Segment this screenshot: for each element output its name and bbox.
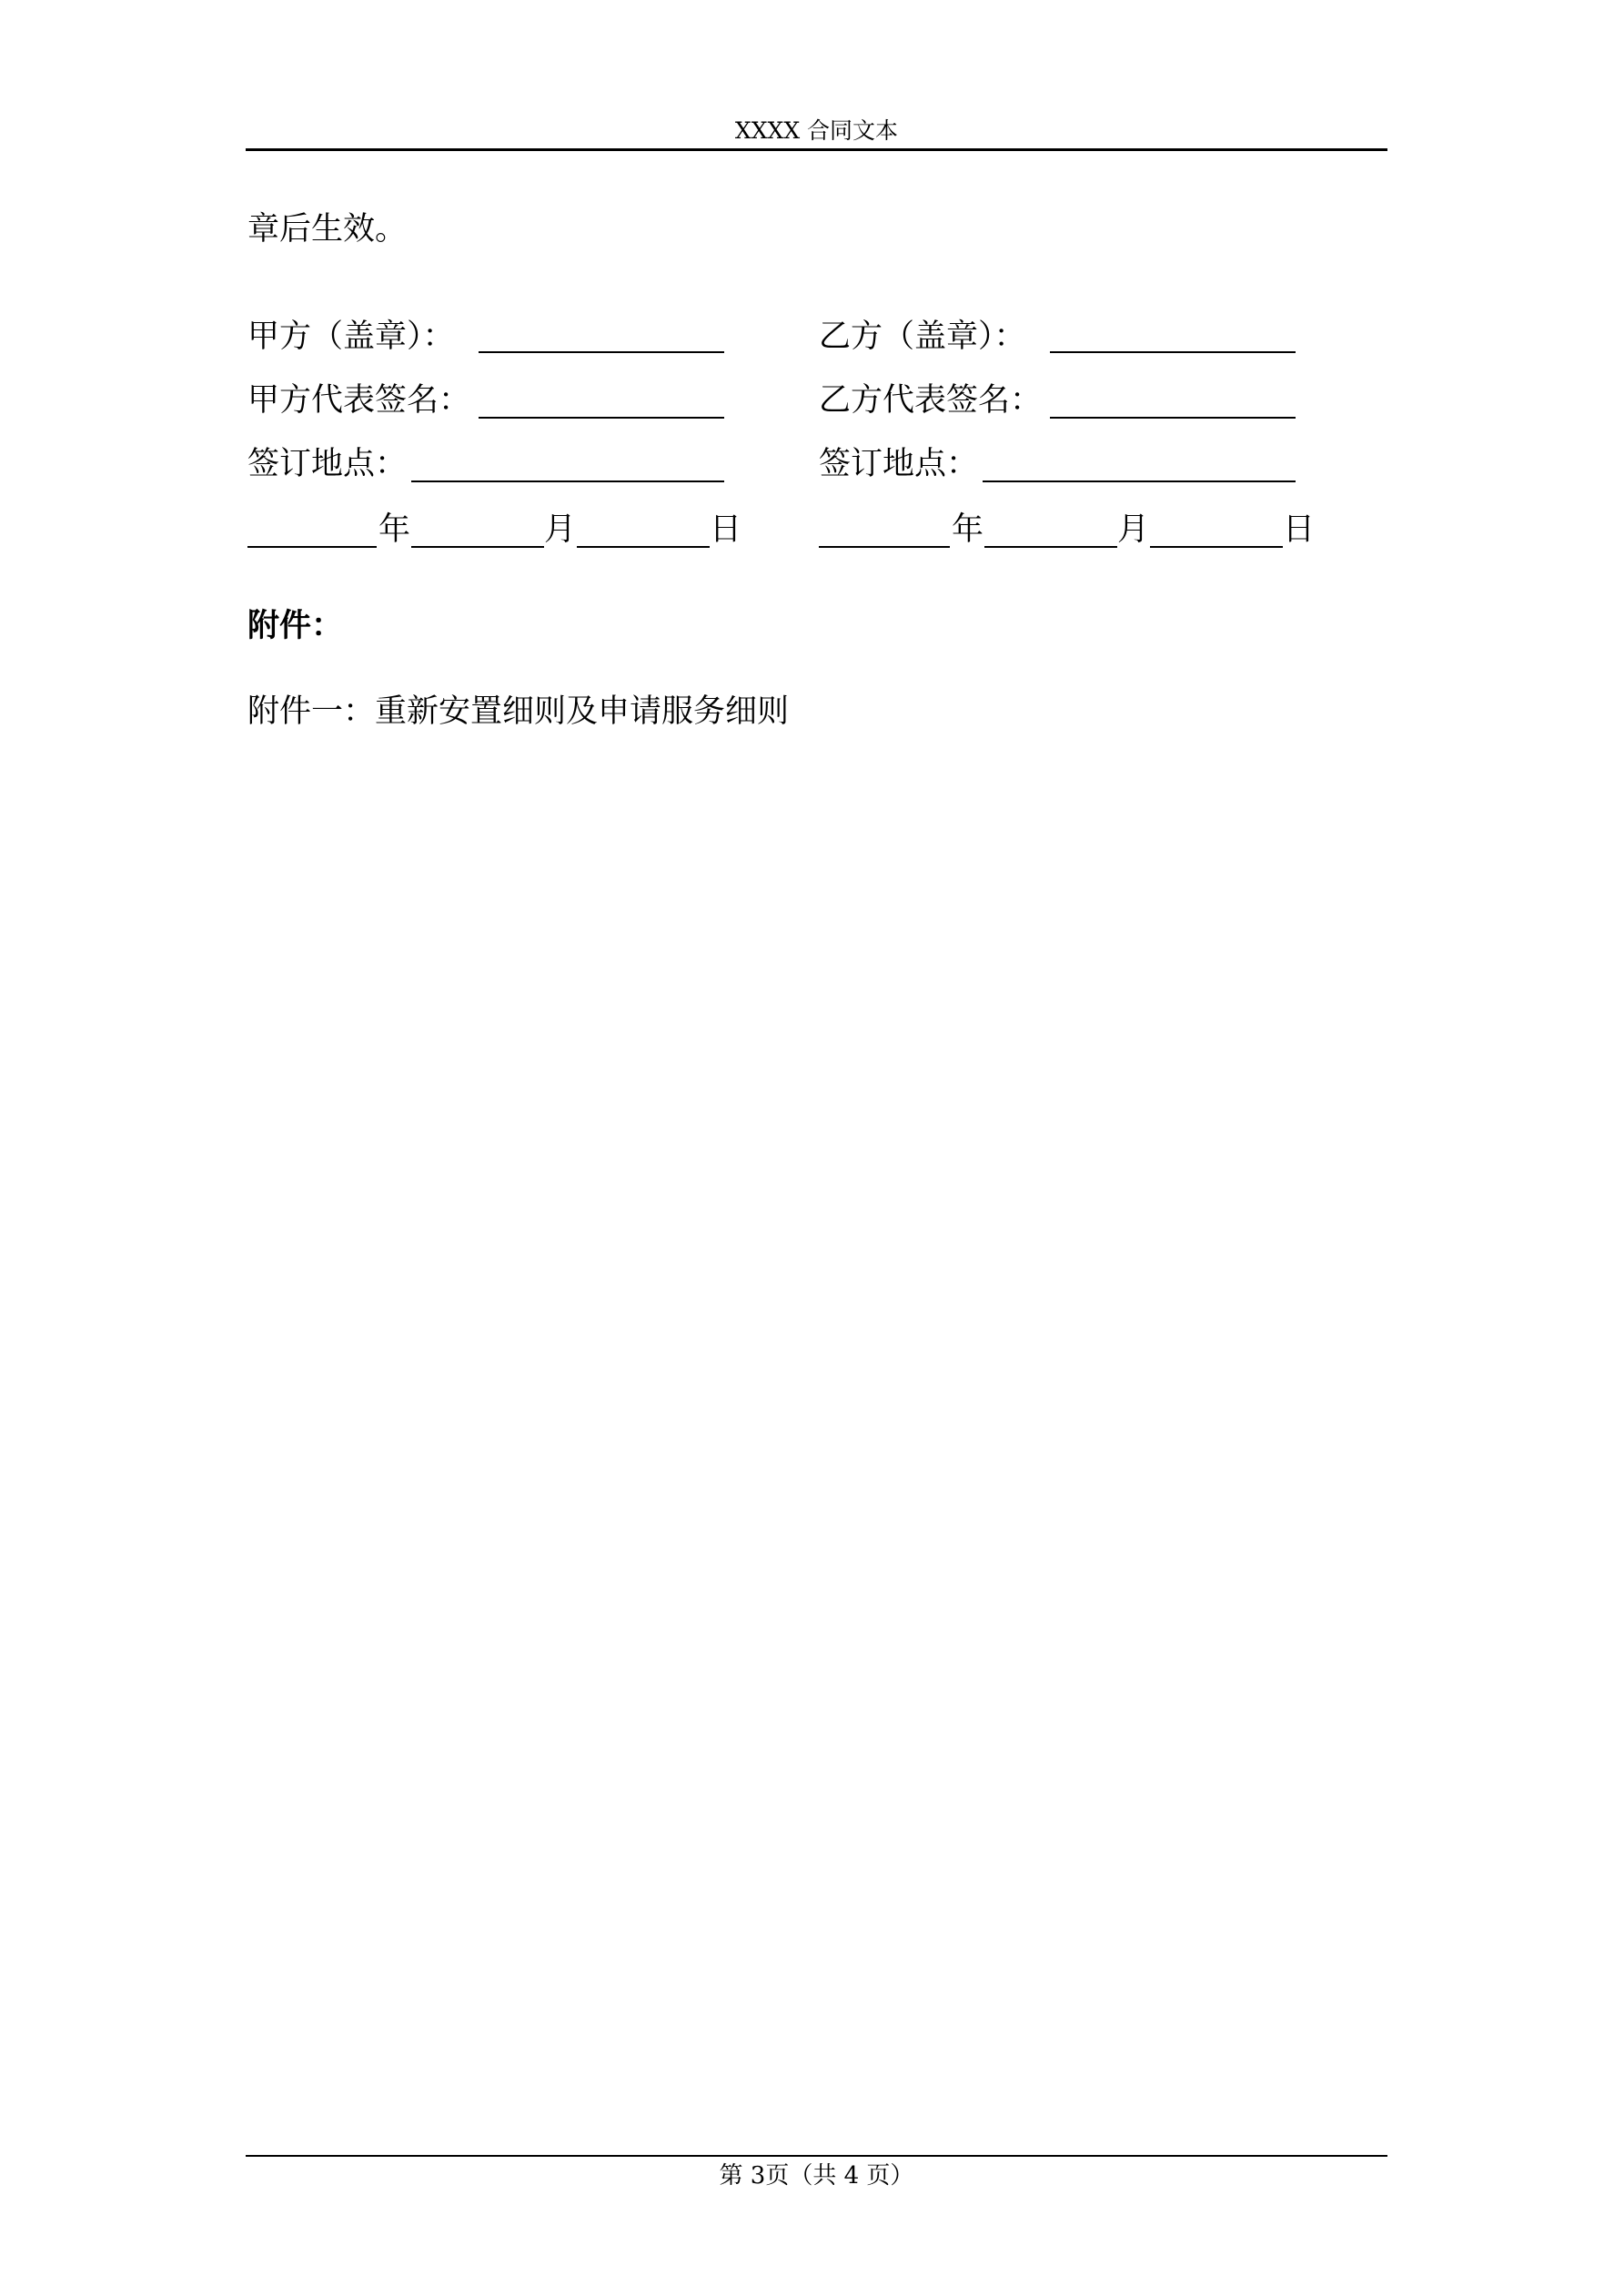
party-b-seal-label: 乙方（盖章）： [819, 319, 1026, 355]
party-a-rep-label: 甲方代表签名： [247, 382, 471, 419]
party-a-day-blank[interactable] [577, 546, 710, 548]
party-a-year-blank[interactable] [247, 546, 377, 548]
party-a-rep-blank[interactable] [479, 417, 724, 419]
attachments-heading: 附件： [247, 607, 344, 644]
page-number: 第 3页（共 4 页） [719, 2162, 914, 2190]
party-a-seal-blank[interactable] [479, 351, 724, 353]
party-a-month-blank[interactable] [411, 546, 544, 548]
header-divider [246, 148, 1387, 151]
party-a-place-blank[interactable] [411, 480, 724, 482]
party-b-month-label: 月 [1117, 511, 1150, 548]
party-b-place-blank[interactable] [983, 480, 1296, 482]
party-a-day-label: 日 [710, 511, 742, 548]
party-b-year-blank[interactable] [819, 546, 950, 548]
continuation-text: 章后生效。 [247, 211, 408, 248]
party-b-year-label: 年 [952, 511, 984, 548]
party-b-day-blank[interactable] [1150, 546, 1283, 548]
party-a-month-label: 月 [544, 511, 577, 548]
party-b-place-label: 签订地点： [819, 446, 979, 482]
party-a-place-label: 签订地点： [247, 446, 408, 482]
party-b-rep-label: 乙方代表签名： [819, 382, 1043, 419]
party-b-month-blank[interactable] [984, 546, 1117, 548]
footer-divider [246, 2155, 1387, 2157]
party-b-rep-blank[interactable] [1050, 417, 1296, 419]
attachment-1-text: 附件一：重新安置细则及申请服务细则 [247, 693, 790, 730]
party-a-year-label: 年 [378, 511, 411, 548]
party-a-seal-label: 甲方（盖章）： [247, 319, 455, 355]
party-b-day-label: 日 [1283, 511, 1316, 548]
running-header-title: XXXX 合同文本 [734, 117, 899, 144]
party-b-seal-blank[interactable] [1050, 351, 1296, 353]
